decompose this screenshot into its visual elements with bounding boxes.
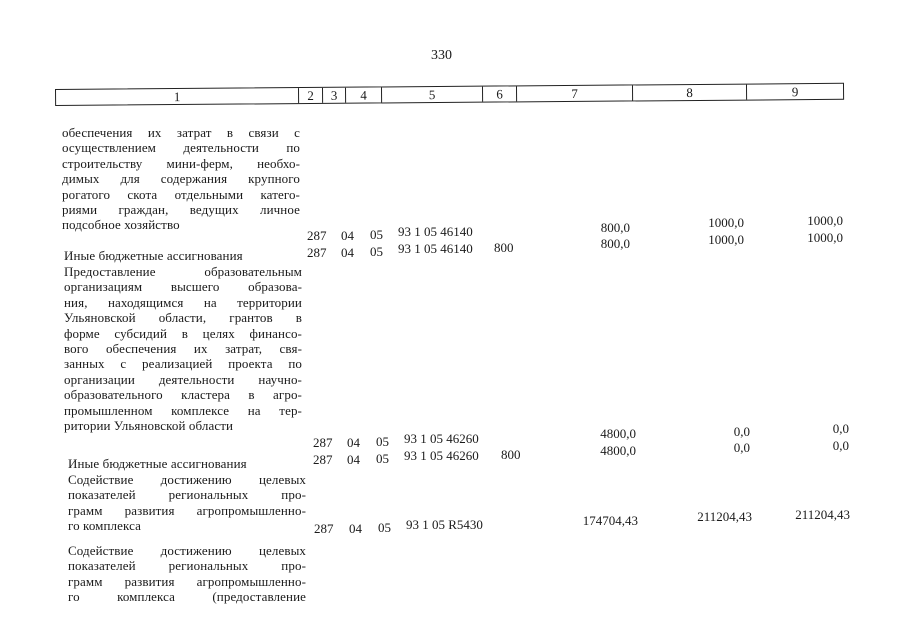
row-4-col8: 0,0 [733, 440, 750, 455]
row-3-col9: 0,0 [832, 421, 849, 436]
description-line: рогатого скота отдельными катего- [62, 186, 300, 202]
description-line: ния, находящимся на территории [64, 294, 302, 310]
description-line: риями граждан, ведущих личное [62, 202, 300, 218]
header-cell-5: 5 [382, 87, 483, 103]
description-block-6 [68, 543, 306, 605]
row-3-col3: 04 [347, 435, 360, 450]
row-4-col4: 05 [376, 451, 389, 466]
row-2-col6: 800 [494, 240, 514, 255]
header-cell-1: 1 [56, 88, 299, 105]
row-3-col4: 05 [376, 434, 389, 449]
row-5-col4: 05 [378, 520, 391, 535]
header-cell-3: 3 [323, 88, 346, 103]
row-1-col5: 93 1 05 46140 [398, 224, 473, 239]
row-3-col2: 287 [313, 435, 333, 450]
row-4-col2: 287 [313, 452, 333, 467]
row-5-col2: 287 [314, 521, 334, 536]
row-5-col7: 174704,43 [582, 513, 638, 528]
description-line: промышленном комплексе на тер- [64, 402, 302, 418]
row-4-col9: 0,0 [832, 438, 849, 453]
description-line: осуществлением деятельности по [62, 140, 300, 156]
row-4-col3: 04 [347, 452, 360, 467]
header-cell-6: 6 [483, 86, 517, 101]
description-line: показателей региональных про- [68, 487, 306, 503]
row-4-col6: 800 [501, 447, 521, 462]
description-line: организации деятельности научно- [64, 371, 302, 387]
page-number: 330 [431, 48, 452, 63]
description-line: вого обеспечения их затрат, свя- [64, 341, 302, 357]
row-3-col5: 93 1 05 46260 [404, 431, 479, 446]
row-1-col4: 05 [370, 227, 383, 242]
row-3-col7: 4800,0 [600, 426, 636, 441]
row-2-col8: 1000,0 [708, 232, 744, 247]
description-line: грамм развития агропромышленно- [68, 573, 306, 589]
row-4-col7: 4800,0 [600, 443, 636, 458]
header-cell-2: 2 [299, 88, 323, 103]
row-1-col3: 04 [341, 228, 354, 243]
header-cell-7: 7 [517, 85, 633, 101]
description-line: обеспечения их затрат в связи с [62, 125, 300, 140]
description-line: образовательного кластера в агро- [64, 387, 302, 403]
table-header-row [55, 83, 844, 106]
row-1-col8: 1000,0 [708, 215, 744, 230]
description-block-3 [64, 264, 302, 433]
row-1-col9: 1000,0 [807, 213, 843, 228]
description-line: занных с реализацией проекта по [64, 356, 302, 372]
description-line: организациям высшего образова- [64, 279, 302, 295]
row-5-col5: 93 1 05 R5430 [406, 517, 483, 532]
row-2-col4: 05 [370, 244, 383, 259]
description-line: го комплекса (предоставление [68, 589, 306, 605]
header-cell-9: 9 [791, 84, 799, 100]
description-line: Ульяновской области, грантов в [64, 310, 302, 326]
header-cell-4: 4 [346, 87, 382, 102]
description-line: димых для содержания крупного [62, 171, 300, 187]
row-2-col3: 04 [341, 245, 354, 260]
row-1-col2: 287 [307, 228, 327, 243]
description-line: го комплекса [68, 518, 141, 534]
description-line: Иные бюджетные ассигнования [68, 456, 247, 471]
description-block-4 [68, 456, 306, 471]
description-block-2 [64, 248, 302, 263]
row-2-col2: 287 [307, 245, 327, 260]
row-1-col7: 800,0 [600, 220, 630, 235]
row-4-col5: 93 1 05 46260 [404, 448, 479, 463]
description-line: подсобное хозяйство [62, 217, 180, 233]
header-cell-8: 8 [633, 85, 747, 101]
description-line: ритории Ульяновской области [64, 418, 234, 434]
description-line: Содействие достижению целевых [68, 543, 306, 558]
description-block-1 [62, 125, 300, 233]
description-line: показателей региональных про- [68, 558, 306, 574]
row-3-col8: 0,0 [733, 424, 750, 439]
description-block-5 [68, 472, 306, 534]
description-line: строительству мини-ферм, необхо- [62, 155, 300, 171]
row-2-col9: 1000,0 [807, 230, 843, 245]
row-5-col8: 211204,43 [697, 509, 752, 524]
description-line: Предоставление образовательным [64, 264, 302, 279]
description-line: Иные бюджетные ассигнования [64, 248, 243, 263]
description-line: грамм развития агропромышленно- [68, 502, 306, 518]
row-5-col3: 04 [349, 521, 362, 536]
row-5-col9: 211204,43 [795, 507, 850, 522]
row-2-col7: 800,0 [600, 236, 630, 251]
description-line: форме субсидий в целях финансо- [64, 325, 302, 341]
description-line: Содействие достижению целевых [68, 472, 306, 487]
row-2-col5: 93 1 05 46140 [398, 241, 473, 256]
